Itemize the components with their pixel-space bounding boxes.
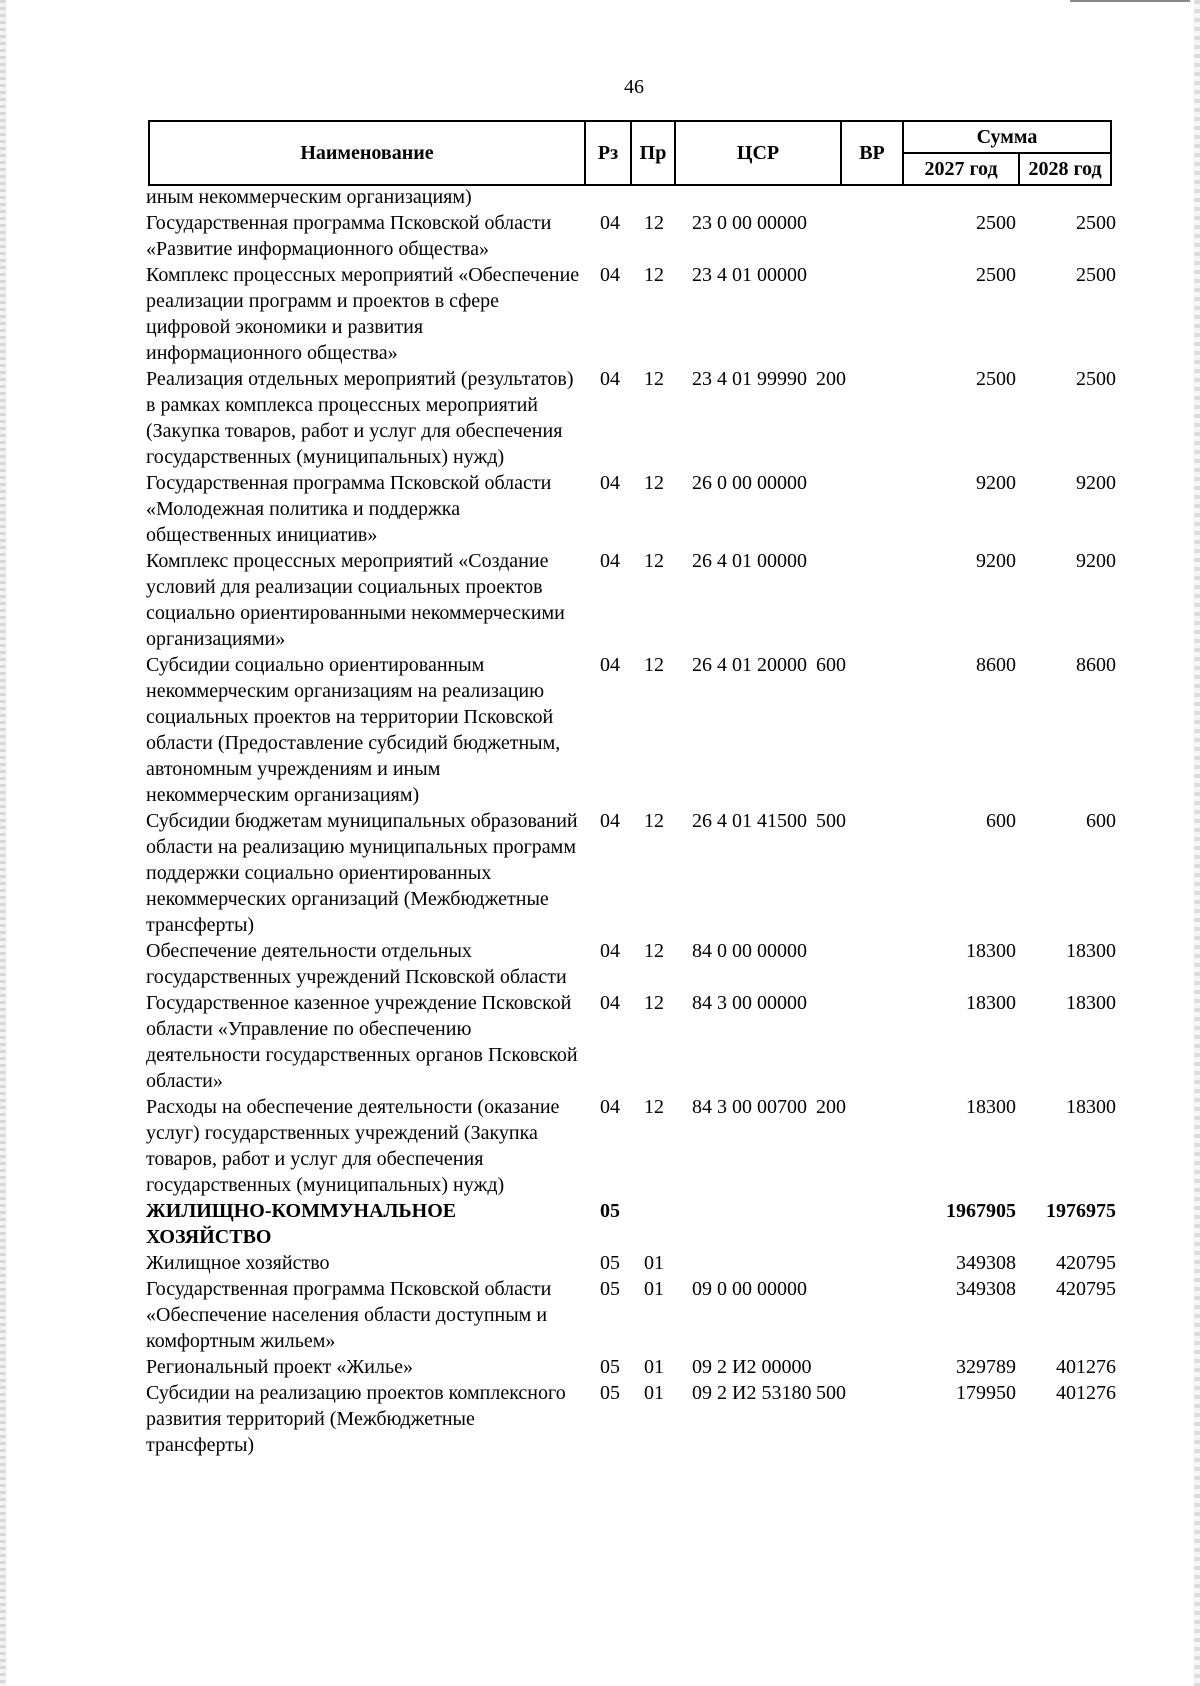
row-sum-2028: 18300	[1066, 940, 1116, 962]
row-csr: 26 4 01 41500	[692, 810, 807, 832]
row-sum-2027: 18300	[966, 992, 1016, 1014]
row-csr: 09 0 00 00000	[692, 1278, 807, 1300]
table-row	[146, 1250, 1116, 1276]
row-pr: 12	[644, 264, 664, 286]
row-rz: 04	[600, 940, 620, 962]
header-csr: ЦСР	[736, 141, 780, 164]
row-sum-2027: 349308	[956, 1278, 1016, 1300]
row-pr: 12	[644, 992, 664, 1014]
header-name: Наименование	[300, 141, 434, 164]
row-name: Государственное казенное учреждение Псковской области «Управление по обеспечению деятельности государственных органов Псковской области»	[146, 992, 578, 1092]
row-name: Реализация отдельных мероприятий (результатов) в рамках комплекса процессных мероприятий (Закупка товаров, работ и услуг для обеспечения государственных (муниципальных) нужд)	[146, 368, 574, 468]
row-rz: 05	[600, 1382, 620, 1404]
table-row	[146, 1380, 1116, 1458]
row-rz: 04	[600, 992, 620, 1014]
row-name: Субсидии бюджетам муниципальных образований области на реализацию муниципальных программ поддержки социально ориентированных некоммерческих организаций (Межбюджетные трансферты)	[146, 810, 578, 936]
row-rz: 04	[600, 212, 620, 234]
row-csr: 09 2 И2 53180	[692, 1382, 812, 1404]
row-sum-2027: 8600	[976, 654, 1016, 676]
row-csr: 23 0 00 00000	[692, 212, 807, 234]
row-name: Государственная программа Псковской области «Молодежная политика и поддержка общественных инициатив»	[146, 472, 552, 546]
row-sum-2027: 9200	[976, 550, 1016, 572]
row-sum-2028: 600	[1086, 810, 1116, 832]
scan-edge-left	[0, 0, 6, 1686]
row-sum-2028: 401276	[1056, 1382, 1116, 1404]
row-name: Региональный проект «Жилье»	[146, 1356, 413, 1378]
row-rz: 05	[600, 1278, 620, 1300]
row-sum-2027: 179950	[956, 1382, 1016, 1404]
row-sum-2027: 18300	[966, 940, 1016, 962]
row-rz: 05	[600, 1252, 620, 1274]
header-pr: Пр	[639, 141, 667, 164]
row-pr: 12	[644, 368, 664, 390]
row-vr: 500	[816, 1382, 846, 1404]
row-sum-2028: 1976975	[1046, 1200, 1116, 1222]
header-sum: Сумма	[976, 125, 1038, 148]
row-sum-2028: 401276	[1056, 1356, 1116, 1378]
row-sum-2028: 18300	[1066, 992, 1116, 1014]
row-sum-2027: 349308	[956, 1252, 1016, 1274]
row-csr: 84 0 00 00000	[692, 940, 807, 962]
row-csr: 09 2 И2 00000	[692, 1356, 812, 1378]
row-pr: 12	[644, 472, 664, 494]
row-rz: 04	[600, 550, 620, 572]
row-name: Государственная программа Псковской области «Развитие информационного общества»	[146, 212, 552, 260]
row-name: Жилищное хозяйство	[146, 1252, 330, 1274]
table-row	[146, 470, 1116, 548]
row-sum-2027: 329789	[956, 1356, 1016, 1378]
row-name: ЖИЛИЩНО-КОММУНАЛЬНОЕ ХОЗЯЙСТВО	[146, 1200, 457, 1248]
row-sum-2027: 9200	[976, 472, 1016, 494]
row-sum-2028: 2500	[1076, 264, 1116, 286]
table-row	[146, 938, 1116, 990]
table-row	[146, 808, 1116, 938]
row-sum-2027: 2500	[976, 368, 1016, 390]
row-vr: 200	[816, 1096, 846, 1118]
row-csr: 23 4 01 99990	[692, 368, 807, 390]
header-2028: 2028 год	[1028, 157, 1102, 180]
table-row	[146, 990, 1116, 1094]
row-pr: 01	[644, 1356, 664, 1378]
table-row	[146, 1198, 1116, 1250]
row-sum-2028: 8600	[1076, 654, 1116, 676]
table-row	[146, 262, 1116, 366]
row-sum-2027: 600	[986, 810, 1016, 832]
row-name: иным некоммерческим организациям)	[146, 186, 472, 208]
row-vr: 600	[816, 654, 846, 676]
row-pr: 12	[644, 212, 664, 234]
row-sum-2027: 18300	[966, 1096, 1016, 1118]
header-vr: ВР	[859, 141, 885, 164]
row-csr: 84 3 00 00000	[692, 992, 807, 1014]
row-rz: 05	[600, 1356, 620, 1378]
table-row	[146, 652, 1116, 808]
row-rz: 04	[600, 654, 620, 676]
row-csr: 26 4 01 20000	[692, 654, 807, 676]
row-pr: 12	[644, 550, 664, 572]
row-sum-2028: 420795	[1056, 1278, 1116, 1300]
row-vr: 200	[816, 368, 846, 390]
row-rz: 04	[600, 264, 620, 286]
table-row	[146, 366, 1116, 470]
row-name: Комплекс процессных мероприятий «Создание условий для реализации социальных проектов социально ориентированными некоммерческими организациями»	[146, 550, 565, 650]
row-pr: 01	[644, 1252, 664, 1274]
row-name: Расходы на обеспечение деятельности (оказание услуг) государственных учреждений (Закупка товаров, работ и услуг для обеспечения государственных (муниципальных) нужд)	[146, 1096, 560, 1196]
row-rz: 04	[600, 368, 620, 390]
header-rz: Рз	[597, 141, 619, 164]
row-sum-2028: 420795	[1056, 1252, 1116, 1274]
row-name: Комплекс процессных мероприятий «Обеспечение реализации программ и проектов в сфере цифровой экономики и развития информационного общества»	[146, 264, 580, 364]
table-row	[146, 1276, 1116, 1354]
row-sum-2028: 2500	[1076, 212, 1116, 234]
scan-top-line	[1070, 0, 1190, 2]
row-sum-2028: 18300	[1066, 1096, 1116, 1118]
scan-edge-right	[1194, 0, 1200, 1686]
row-name: Субсидии на реализацию проектов комплексного развития территорий (Межбюджетные трансферты)	[146, 1382, 566, 1456]
row-pr: 12	[644, 1096, 664, 1118]
row-sum-2028: 9200	[1076, 550, 1116, 572]
row-rz: 04	[600, 472, 620, 494]
row-sum-2027: 1967905	[946, 1200, 1016, 1222]
row-csr: 23 4 01 00000	[692, 264, 807, 286]
row-csr: 26 4 01 00000	[692, 550, 807, 572]
header-2027: 2027 год	[924, 157, 998, 180]
table-row	[146, 1094, 1116, 1198]
row-name: Субсидии социально ориентированным некоммерческим организациям на реализацию социальных проектов на территории Псковской области (Предоставление субсидий бюджетным, автономным учреждениям и иным некоммерческим организациям)	[146, 654, 561, 806]
row-csr: 84 3 00 00700	[692, 1096, 807, 1118]
row-csr: 26 0 00 00000	[692, 472, 807, 494]
table-row	[146, 184, 1116, 210]
table-row	[146, 1354, 1116, 1380]
row-rz: 04	[600, 1096, 620, 1118]
row-pr: 12	[644, 654, 664, 676]
budget-table-body	[146, 184, 1116, 1458]
table-header	[148, 120, 1112, 186]
row-pr: 01	[644, 1382, 664, 1404]
row-rz: 05	[600, 1200, 620, 1222]
table-row	[146, 210, 1116, 262]
page-number: 46	[624, 76, 644, 98]
row-name: Государственная программа Псковской области «Обеспечение населения области доступным и комфортным жильем»	[146, 1278, 552, 1352]
row-name: Обеспечение деятельности отдельных государственных учреждений Псковской области	[146, 940, 567, 988]
row-sum-2028: 2500	[1076, 368, 1116, 390]
row-pr: 01	[644, 1278, 664, 1300]
row-sum-2027: 2500	[976, 212, 1016, 234]
row-pr: 12	[644, 810, 664, 832]
row-sum-2028: 9200	[1076, 472, 1116, 494]
row-pr: 12	[644, 940, 664, 962]
row-sum-2027: 2500	[976, 264, 1016, 286]
row-rz: 04	[600, 810, 620, 832]
row-vr: 500	[816, 810, 846, 832]
table-row	[146, 548, 1116, 652]
